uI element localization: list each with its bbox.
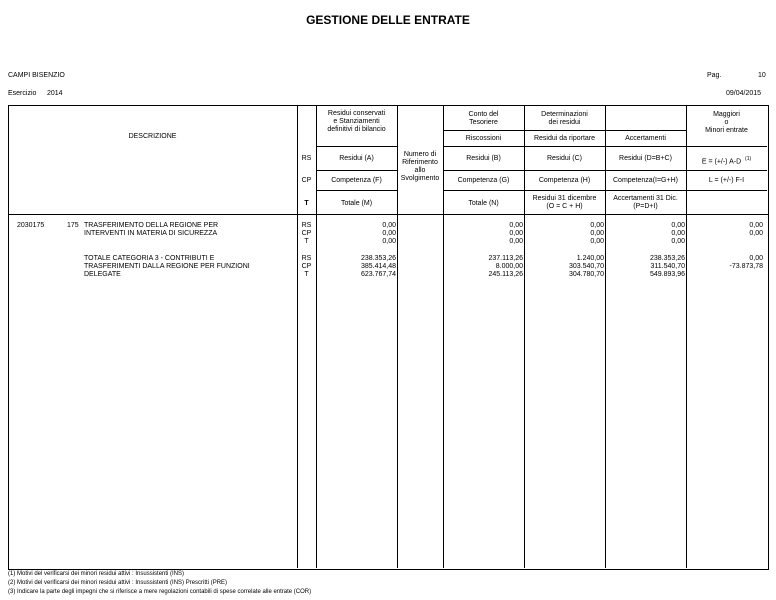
header-col-ref: Numero di Riferimento allo Svolgimento — [400, 151, 440, 182]
report-table — [8, 105, 769, 570]
header-col-d-rs: Residui (D=B+C) — [619, 155, 672, 162]
header-col-c-t: Residui 31 dicembre (O = C + H) — [532, 195, 597, 210]
header-bottom-line — [8, 214, 768, 215]
header-col-d-sub: Accertamenti — [625, 135, 666, 142]
row-divider — [443, 170, 767, 171]
header-descrizione: DESCRIZIONE — [128, 133, 177, 140]
header-col-c-title: Determinazioni dei residui — [541, 111, 588, 126]
row-description: TRASFERIMENTO DELLA REGIONE PER INTERVENTI IN MATERIA DI SICUREZZA — [84, 222, 219, 237]
header-t: T — [304, 200, 309, 207]
row-divider — [443, 146, 767, 147]
header-cp: CP — [301, 177, 312, 184]
row-col-c-values: 1.240,00 303.540,70 304.780,70 — [568, 255, 604, 278]
row-type-col: RS CP T — [301, 255, 312, 278]
print-date: 09/04/2015 — [726, 90, 762, 97]
footnote: (1) Motivi del verificarsi dei minori residui attivi : Insussistenti (INS) — [8, 571, 185, 577]
row-divider — [443, 190, 767, 191]
header-col-c-rs: Residui (C) — [546, 155, 582, 162]
row-col-e-values: 0,00 0,00 — [749, 222, 763, 237]
entity-name: CAMPI BISENZIO — [8, 72, 65, 79]
header-rs: RS — [301, 155, 312, 162]
fiscal-year: 2014 — [47, 90, 63, 97]
header-col-e-cp: L = (+/-) F-I — [708, 177, 745, 184]
report-title: GESTIONE DELLE ENTRATE — [306, 13, 470, 27]
header-col-d-cp: Competenza(I=G+H) — [613, 177, 678, 184]
footnote: (3) Indicare la parte degli impegni che si riferisce a mere regolazioni contabili di spese correlate alle entrate (COR) — [8, 589, 312, 595]
header-col-b-cp: Competenza (G) — [457, 177, 510, 184]
header-col-c-cp: Competenza (H) — [538, 177, 591, 184]
row-col-c-values: 0,00 0,00 0,00 — [590, 222, 604, 245]
row-type-col: RS CP T — [301, 222, 312, 245]
header-col-a-t: Totale (M) — [340, 200, 373, 207]
page-label: Pag. — [707, 72, 722, 79]
header-col-d-t: Accertamenti 31 Dic. (P=D+I) — [613, 195, 678, 210]
header-col-a-rs: Residui (A) — [339, 155, 374, 162]
row-subcode: 175 — [67, 222, 79, 229]
col-divider — [443, 105, 444, 568]
col-divider — [686, 105, 687, 568]
col-divider — [297, 105, 298, 568]
header-col-a-cp: Competenza (F) — [331, 177, 382, 184]
header-col-b-sub: Riscossioni — [465, 135, 502, 142]
row-divider — [316, 146, 397, 147]
col-divider — [316, 105, 317, 568]
header-col-c-sub: Residui da riportare — [533, 135, 596, 142]
row-divider — [316, 190, 397, 191]
row-divider — [443, 130, 686, 131]
row-description: TOTALE CATEGORIA 3 - CONTRIBUTI E TRASFERIMENTI DALLA REGIONE PER FUNZIONI DELEGATE — [84, 255, 250, 278]
row-divider — [316, 170, 397, 171]
header-col-b-t: Totale (N) — [468, 200, 499, 207]
row-col-d-values: 238.353,26 311.540,70 549.893,96 — [649, 255, 685, 278]
fiscal-year-label: Esercizio — [8, 90, 37, 97]
header-col-e-rs: E = (+/-) A-D $^{(1)}$ — [701, 156, 752, 166]
row-col-b-values: 0,00 0,00 0,00 — [509, 222, 523, 245]
row-col-a-values: 238.353,26 385.414,48 623.767,74 — [360, 255, 396, 278]
col-divider — [605, 105, 606, 568]
row-col-e-values: 0,00 -73.873,78 — [729, 255, 763, 270]
header-col-b-rs: Residui (B) — [466, 155, 501, 162]
footnote: (2) Motivi del verificarsi dei minori residui attivi : Insussistenti (INS) Prescritti (PRE) — [8, 580, 228, 586]
page-number: 10 — [758, 72, 766, 79]
row-code: 2030175 — [17, 222, 45, 229]
header-col-e-title: Maggiori o Minori entrate — [705, 111, 748, 134]
header-col-b-title: Conto del Tesoriere — [468, 111, 499, 126]
row-col-b-values: 237.113,26 8.000,00 245.113,26 — [488, 255, 523, 278]
col-divider — [524, 105, 525, 568]
header-col-a-title: Residui conservati e Stanziamenti definitivi di bilancio — [327, 110, 386, 133]
row-col-d-values: 0,00 0,00 0,00 — [671, 222, 685, 245]
row-col-a-values: 0,00 0,00 0,00 — [382, 222, 396, 245]
